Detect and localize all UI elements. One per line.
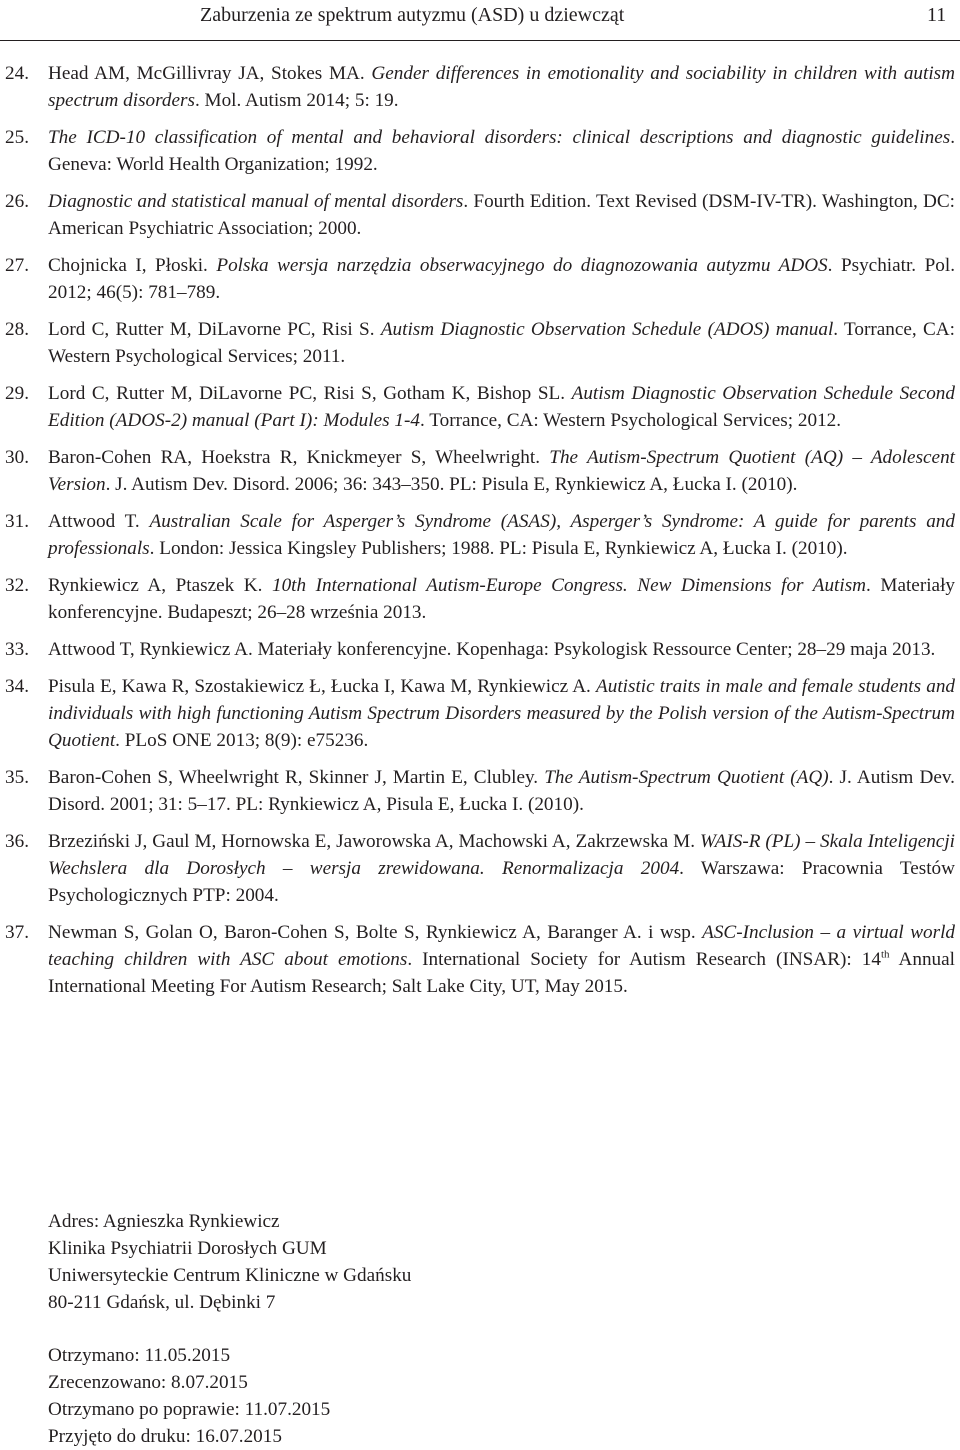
reference-number: 27. bbox=[5, 255, 29, 276]
reference-source: . International Society for Autism Research (INSAR): 14 bbox=[407, 949, 881, 970]
reference-number: 30. bbox=[5, 447, 29, 468]
reference-list bbox=[0, 60, 960, 1010]
ordinal-superscript: th bbox=[880, 948, 890, 961]
reference-number: 26. bbox=[5, 191, 29, 212]
reference-title: The ICD-10 classification of mental and behavioral disorders: clinical descriptions and diagnostic guidelines bbox=[48, 127, 951, 148]
submission-dates bbox=[48, 1342, 330, 1450]
reference-source: . Torrance, CA: Western Psychological Services; 2011. bbox=[48, 319, 955, 367]
date-line: Zrecenzowano: 8.07.2015 bbox=[48, 1372, 248, 1393]
reference-title: Autistic traits in male and female students and individuals with high functioning Autism Spectrum Disorders measured by the Polish version of the Autism-Spectrum Quotient bbox=[48, 676, 956, 751]
reference-number: 34. bbox=[5, 676, 29, 697]
reference-title: Australian Scale for Asperger’s Syndrome (ASAS), Asperger’s Syndrome: A guide for parents and professionals bbox=[48, 511, 955, 559]
reference-27 bbox=[0, 252, 955, 306]
reference-title: Autism Diagnostic Observation Schedule Second Edition (ADOS-2) manual (Part I): Modules 1-4 bbox=[48, 383, 955, 431]
date-line: Otrzymano po poprawie: 11.07.2015 bbox=[48, 1399, 331, 1420]
reference-number: 31. bbox=[5, 511, 29, 532]
reference-source: . Fourth Edition. Text Revised (DSM-IV-TR). Washington, DC: American Psychiatric Association; 2000. bbox=[48, 191, 955, 239]
address-line: Uniwersyteckie Centrum Kliniczne w Gdańsku bbox=[48, 1265, 412, 1286]
reference-number: 24. bbox=[5, 63, 29, 84]
reference-source: . Torrance, CA: Western Psychological Services; 2012. bbox=[419, 410, 842, 431]
reference-33 bbox=[0, 636, 955, 663]
reference-title: Gender differences in emotionality and sociability in children with autism spectrum disorders bbox=[48, 63, 956, 111]
reference-source: . Materiały konferencyjne. Budapeszt; 26–28 września 2013. bbox=[48, 575, 955, 623]
address-line: Adres: Agnieszka Rynkiewicz bbox=[48, 1211, 280, 1232]
reference-authors: Baron-Cohen RA, Hoekstra R, Knickmeyer S, Wheelwright. bbox=[48, 447, 550, 468]
address-line: Klinika Psychiatrii Dorosłych GUM bbox=[48, 1238, 327, 1259]
reference-authors: Chojnicka I, Płoski. bbox=[48, 255, 217, 276]
reference-source: . Psychiatr. Pol. 2012; 46(5): 781–789. bbox=[48, 255, 955, 303]
running-title: Zaburzenia ze spektrum autyzmu (ASD) u dziewcząt bbox=[200, 4, 625, 26]
reference-title: 10th International Autism-Europe Congress. New Dimensions for Autism bbox=[271, 575, 867, 596]
reference-authors: Rynkiewicz A, Ptaszek K. bbox=[48, 575, 272, 596]
reference-source-end: Annual International Meeting For Autism Research; Salt Lake City, UT, May 2015. bbox=[48, 949, 955, 997]
page-number: 11 bbox=[927, 4, 947, 26]
reference-31 bbox=[0, 508, 955, 562]
reference-title: Autism Diagnostic Observation Schedule (ADOS) manual bbox=[380, 319, 834, 340]
reference-authors: Pisula E, Kawa R, Szostakiewicz Ł, Łucka I, Kawa M, Rynkiewicz A. bbox=[48, 676, 597, 697]
date-line: Przyjęto do druku: 16.07.2015 bbox=[48, 1426, 282, 1447]
reference-title: WAIS-R (PL) – Skala Inteligencji Wechslera dla Dorosłych – wersja zrewidowana. Renormalizacja 2004 bbox=[48, 831, 955, 879]
reference-35 bbox=[0, 764, 955, 818]
reference-number: 35. bbox=[5, 767, 29, 788]
reference-title: The Autism-Spectrum Quotient (AQ) – Adolescent Version bbox=[48, 447, 955, 495]
reference-number: 29. bbox=[5, 383, 29, 404]
reference-number: 33. bbox=[5, 639, 29, 660]
running-header bbox=[0, 0, 960, 40]
reference-24 bbox=[0, 60, 955, 114]
date-line: Otrzymano: 11.05.2015 bbox=[48, 1345, 231, 1366]
reference-34 bbox=[0, 673, 955, 754]
reference-title: Polska wersja narzędzia obserwacyjnego do diagnozowania autyzmu ADOS bbox=[216, 255, 828, 276]
reference-36 bbox=[0, 828, 955, 909]
reference-28 bbox=[0, 316, 955, 370]
reference-25 bbox=[0, 124, 955, 178]
reference-30 bbox=[0, 444, 955, 498]
correspondence-address bbox=[48, 1208, 411, 1316]
reference-source: . Geneva: World Health Organization; 1992. bbox=[48, 127, 955, 175]
reference-authors: Brzeziński J, Gaul M, Hornowska E, Jaworowska A, Machowski A, Zakrzewska M. bbox=[48, 831, 700, 852]
reference-source: . J. Autism Dev. Disord. 2001; 31: 5–17. PL: Rynkiewicz A, Pisula E, Łucka I. (2010). bbox=[48, 767, 955, 815]
reference-37 bbox=[0, 919, 955, 1000]
reference-number: 28. bbox=[5, 319, 29, 340]
reference-32 bbox=[0, 572, 955, 626]
reference-title: Diagnostic and statistical manual of mental disorders bbox=[48, 191, 464, 212]
reference-title: The Autism-Spectrum Quotient (AQ) bbox=[544, 767, 829, 788]
header-rule bbox=[0, 40, 960, 41]
reference-number: 32. bbox=[5, 575, 29, 596]
reference-number: 25. bbox=[5, 127, 29, 148]
reference-authors: Head AM, McGillivray JA, Stokes MA. bbox=[48, 63, 372, 84]
reference-number: 37. bbox=[5, 922, 29, 943]
reference-number: 36. bbox=[5, 831, 29, 852]
reference-29 bbox=[0, 380, 955, 434]
address-line: 80-211 Gdańsk, ul. Dębinki 7 bbox=[48, 1292, 276, 1313]
reference-authors: Lord C, Rutter M, DiLavorne PC, Risi S. bbox=[48, 319, 381, 340]
reference-title: ASC-Inclusion – a virtual world teaching children with ASC about emotions bbox=[48, 922, 955, 970]
reference-source: . PLoS ONE 2013; 8(9): e75236. bbox=[115, 730, 369, 751]
reference-26 bbox=[0, 188, 955, 242]
reference-source: . Mol. Autism 2014; 5: 19. bbox=[194, 90, 399, 111]
reference-authors: Baron-Cohen S, Wheelwright R, Skinner J, Martin E, Clubley. bbox=[48, 767, 545, 788]
reference-authors: Newman S, Golan O, Baron-Cohen S, Bolte S, Rynkiewicz A, Baranger A. i wsp. bbox=[48, 922, 703, 943]
reference-source: . Warszawa: Pracownia Testów Psychologicznych PTP: 2004. bbox=[48, 858, 955, 906]
reference-authors: Attwood T. bbox=[48, 511, 150, 532]
reference-source: . J. Autism Dev. Disord. 2006; 36: 343–350. PL: Pisula E, Rynkiewicz A, Łucka I. (2010). bbox=[105, 474, 798, 495]
reference-text: Attwood T, Rynkiewicz A. Materiały konferencyjne. Kopenhaga: Psykologisk Ressource Center; 28–29 maja 2013. bbox=[48, 639, 936, 660]
reference-source: . London: Jessica Kingsley Publishers; 1988. PL: Pisula E, Rynkiewicz A, Łucka I. (2010). bbox=[149, 538, 848, 559]
reference-authors: Lord C, Rutter M, DiLavorne PC, Risi S, Gotham K, Bishop SL. bbox=[48, 383, 572, 404]
